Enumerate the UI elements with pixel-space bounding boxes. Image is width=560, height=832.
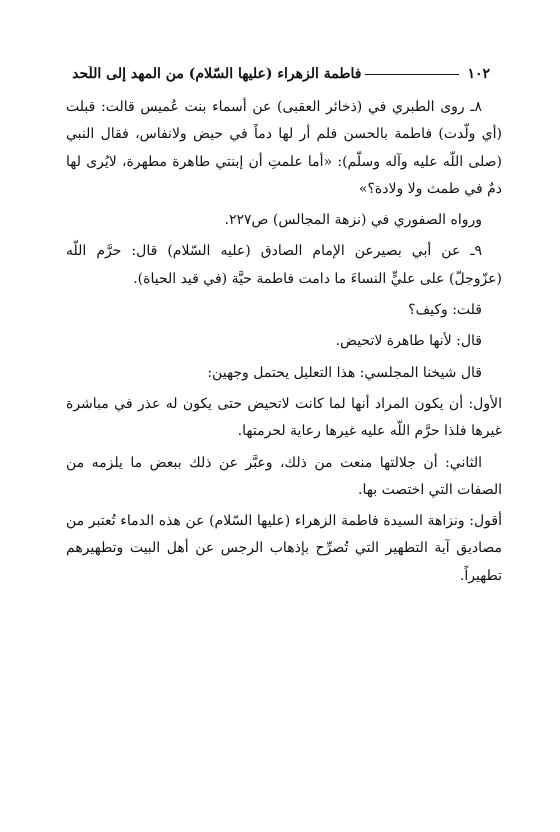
running-header — [70, 62, 490, 86]
paragraph-question: قلت: وكيف؟ — [408, 302, 482, 319]
page-body — [66, 94, 502, 590]
paragraph-safuri-citation: ورواه الصفوري في (نزهة المجالس) ص٢٢٧. — [224, 212, 482, 229]
paragraph-second-aspect: الثاني: أن جلالتها منعت من ذلك، وعبَّر عن ذلك ببعض ما يلزمه من الصفات التي اختصت بها. — [66, 454, 502, 498]
running-title: فاطمة الزهراء (عليها السّلام) من المهد إلى اللّحد — [72, 66, 362, 82]
paragraph-first-aspect: الأول: أن يكون المراد أنها لما كانت لاتحيض حتى يكون له عذر في مباشرة غيرها فلذا حرَّم اللّه عليه غيرها رعاية لحرمتها. — [66, 395, 502, 440]
paragraph-majlisi: قال شيخنا المجلسي: هذا التعليل يحتمل وجهين: — [207, 364, 482, 381]
paragraph-author-comment: أقول: ونزاهة السيدة فاطمة الزهراء (عليها السّلام) عن هذه الدماء تُعتبر من مصاديق آية التطهير التي تُصرِّح بإذهاب الرجس عن أهل البيت وتطهيرهم تطهيراً. — [66, 513, 502, 584]
paragraph-answer: قال: لأنها طاهرة لاتحيض. — [335, 333, 482, 350]
paragraph-9: ٩ـ عن أبي بصيرعن الإمام الصادق (عليه السّلام) قال: حرَّم اللّه (عزّوجلّ) على عليٍّ النساءَ ما دامت فاطمة حيَّة (في قيد الحياة). — [66, 243, 502, 287]
page-number: ١٠٢ — [467, 66, 490, 82]
paragraph-8: ٨ـ روى الطبري في (ذخائر العقبى) عن أسماء بنت عُميس قالت: قبلت (أي ولّدت) فاطمة بالحسن فلم أر لها دماً في حيض ولانفاس، فقال النبي (صلى اللّه عليه وآله وسلّم): «أما علمتِ أن إبنتي طاهرة مطهرة، لايُرى لها دمٌ في طمث ولا ولادة؟» — [66, 99, 502, 197]
header-rule — [365, 74, 459, 75]
